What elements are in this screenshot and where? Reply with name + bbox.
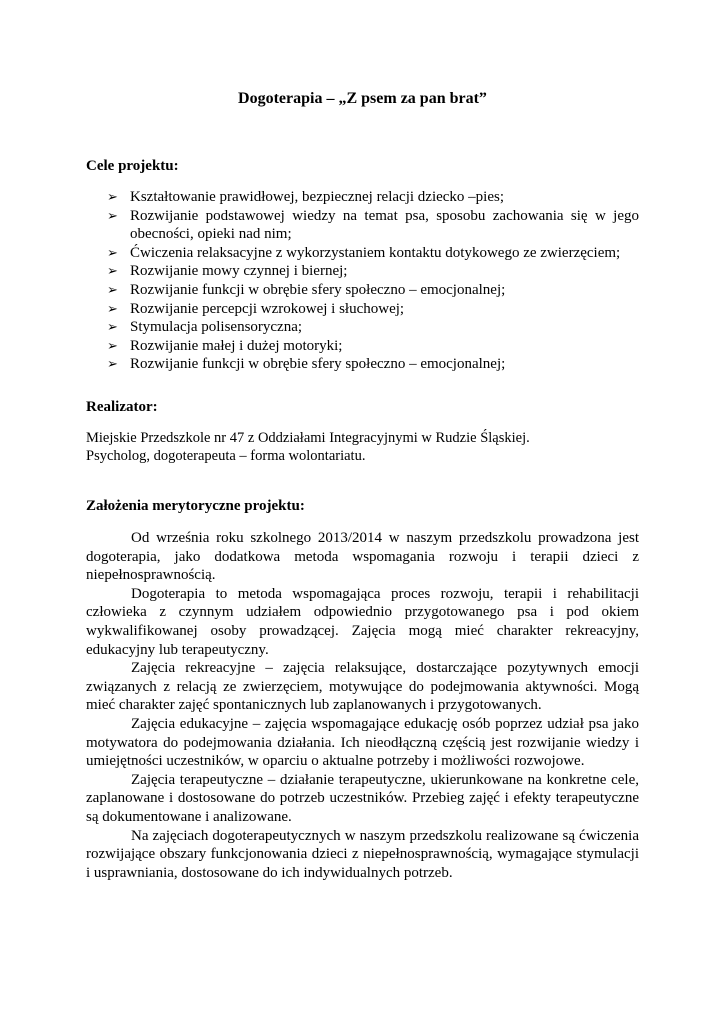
paragraph: Zajęcia edukacyjne – zajęcia wspomagające edukację osób poprzez udział psa jako motywatora do podejmowania działania. Ich nieodłączną częścią jest rozwijanie wiedzy i umiejętności uczestników, w oparciu o aktualne potrzeby i możliwości rozwojowe. (86, 715, 639, 770)
paragraph: Zajęcia terapeutyczne – działanie terapeutyczne, ukierunkowane na konkretne cele, zaplanowane i dostosowane do potrzeb uczestników. Przebieg zajęć i efekty terapeutyczne są dokumentowane i analizowane. (86, 771, 639, 825)
list-item-text: Rozwijanie percepcji wzrokowej i słuchowej; (130, 300, 405, 317)
list-item-text: Stymulacja polisensoryczna; (130, 319, 303, 336)
realizator-line: Psycholog, dogoterapeuta – forma wolontariatu. (86, 448, 366, 464)
list-item (107, 244, 639, 263)
arrow-bullet-icon: ➢ (107, 281, 118, 297)
list-item-text: Rozwijanie mowy czynnej i biernej; (130, 263, 348, 280)
goals-heading: Cele projektu: (86, 158, 179, 174)
list-item (107, 300, 639, 319)
paragraph: Zajęcia rekreacyjne – zajęcia relaksujące, dostarczające pozytywnych emocji związanych z relacją ze zwierzęciem, motywujące do podejmowania aktywności. Mogą mieć charakter zajęć spontanicznych lub zaplanowanych i przygotowanych. (86, 660, 639, 714)
paragraph: Dogoterapia to metoda wspomagająca proces rozwoju, terapii i rehabilitacji człowieka z czynnym udziałem odpowiednio przygotowanego psa i pod okiem wykwalifikowanej osoby prowadzącej. Zajęcia mogą mieć charakter rekreacyjny, edukacyjny lub terapeutyczny. (86, 585, 639, 658)
list-item-text: Rozwijanie małej i dużej motoryki; (130, 337, 343, 354)
realizator-heading: Realizator: (86, 399, 158, 415)
list-item-text: Rozwijanie funkcji w obrębie sfery społeczno – emocjonalnej; (130, 281, 506, 298)
arrow-bullet-icon: ➢ (107, 244, 118, 260)
list-item-text: Rozwijanie podstawowej wiedzy na temat psa, sposobu zachowania się w jego obecności, opieki nad nim; (130, 207, 639, 243)
list-item-text: Ćwiczenia relaksacyjne z wykorzystaniem kontaktu dotykowego ze zwierzęciem; (130, 244, 621, 261)
paragraph: Na zajęciach dogoterapeutycznych w naszym przedszkolu realizowane są ćwiczenia rozwijające obszary funkcjonowania dzieci z niepełnosprawnością, wymagające stymulacji i usprawniania, dostosowane do ich indywidualnych potrzeb. (86, 827, 639, 881)
arrow-bullet-icon: ➢ (107, 263, 118, 279)
arrow-bullet-icon: ➢ (107, 300, 118, 316)
list-item (107, 262, 639, 281)
document-title: Dogoterapia – „Z psem za pan brat” (238, 90, 487, 107)
realizator-line: Miejskie Przedszkole nr 47 z Oddziałami Integracyjnymi w Rudzie Śląskiej. (86, 430, 530, 446)
arrow-bullet-icon: ➢ (107, 207, 118, 223)
list-item (107, 281, 639, 300)
assumptions-heading: Założenia merytoryczne projektu: (86, 498, 305, 514)
list-item (107, 207, 639, 244)
assumptions-body (86, 529, 639, 882)
goals-list (107, 188, 639, 374)
paragraph: Od września roku szkolnego 2013/2014 w naszym przedszkolu prowadzona jest dogoterapia, jako dodatkowa metoda wspomagania rozwoju i terapii dzieci z niepełnosprawnością. (86, 530, 639, 584)
list-item-text: Kształtowanie prawidłowej, bezpiecznej relacji dziecko –pies; (130, 189, 505, 205)
list-item (107, 355, 639, 374)
list-item (107, 188, 639, 207)
arrow-bullet-icon: ➢ (107, 189, 118, 204)
list-item-text: Rozwijanie funkcji w obrębie sfery społeczno – emocjonalnej; (130, 356, 506, 373)
list-item (107, 337, 639, 356)
arrow-bullet-icon: ➢ (107, 337, 118, 353)
arrow-bullet-icon: ➢ (107, 356, 118, 372)
list-item (107, 318, 639, 337)
arrow-bullet-icon: ➢ (107, 319, 118, 335)
